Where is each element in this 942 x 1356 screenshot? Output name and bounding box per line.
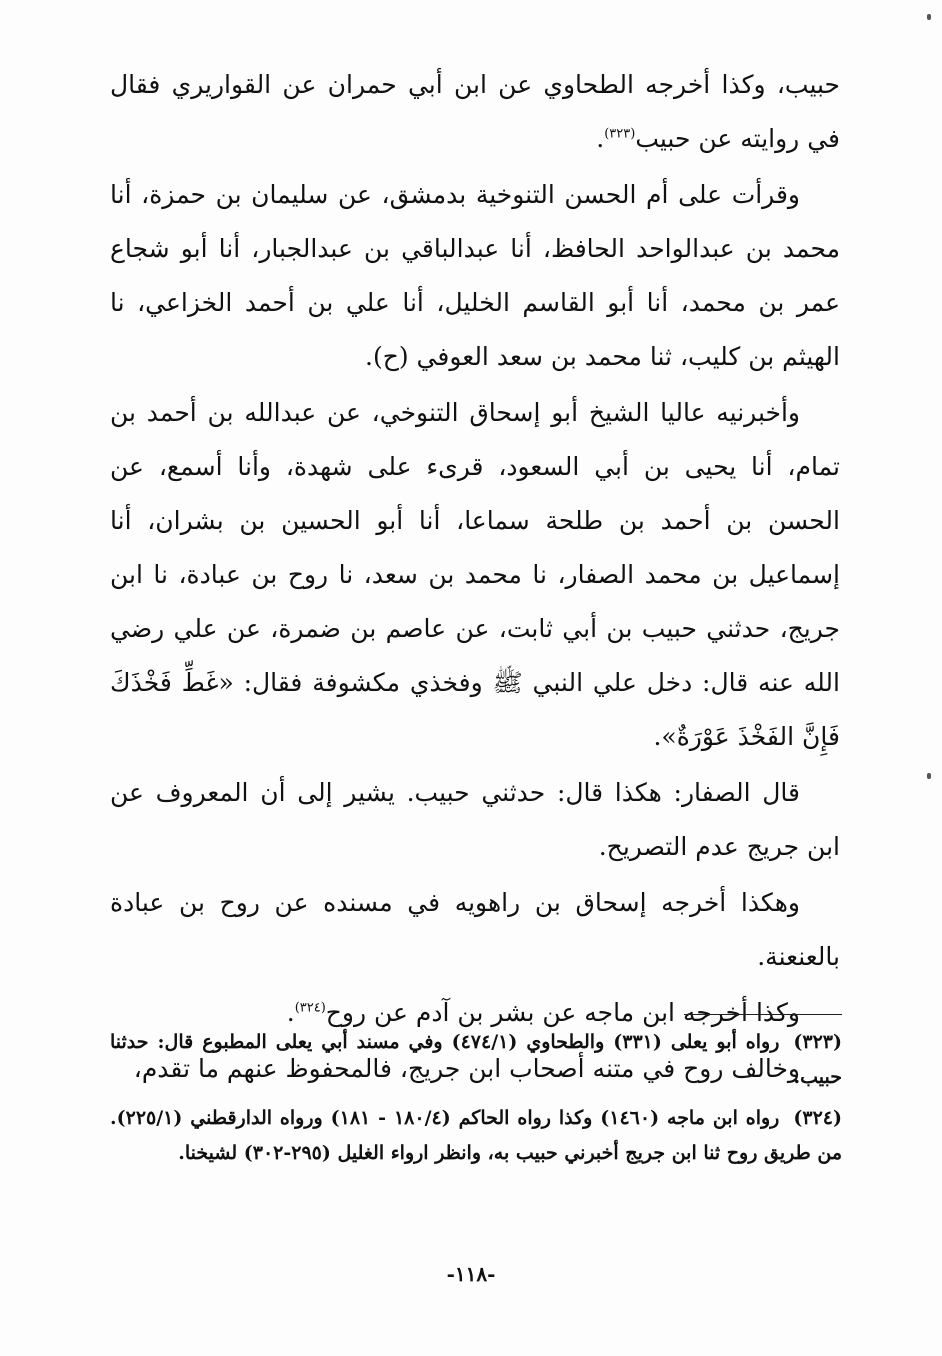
paragraph-1: [110, 58, 840, 166]
footnote-text: رواه ابن ماجه (١٤٦٠) وكذا رواه الحاكم (١٨٠/٤ - ١٨١) ورواه الدارقطني (٢٢٥/١). من طريق روح ثنا ابن جريج أخبرني حبيب به، وانظر ارواء الغليل (٢٩٥-٣٠٢) لشيخنا.: [110, 1107, 842, 1164]
footnote-323: [110, 1025, 842, 1095]
paragraph-6-text: وكذا أخرجه ابن ماجه عن بشر بن آدم عن روح: [325, 998, 800, 1027]
page-number: -١١٨-: [446, 1262, 496, 1286]
scan-speck: [927, 773, 931, 779]
paragraph-5: وهكذا أخرجه إسحاق بن راهويه في مسنده عن روح بن عبادة بالعنعنة.: [110, 888, 840, 971]
footnote-ref-323: (٣٢٣): [604, 126, 636, 142]
footnotes: [110, 1025, 842, 1177]
paragraph-1-text: حبيب، وكذا أخرجه الطحاوي عن ابن أبي حمران عن القواريري فقال في روايته عن حبيب: [110, 70, 840, 153]
footnote-text: رواه أبو يعلى (٣٣١) والطحاوي (٤٧٤/١) وفي مسند أبي يعلى المطبوع قال: حدثنا حبيب.: [110, 1031, 842, 1088]
footnote-number: (٣٢٤): [793, 1107, 842, 1129]
main-text: [110, 58, 840, 1098]
paragraph-1-end: .: [596, 124, 605, 153]
footnote-324: [110, 1101, 842, 1171]
paragraph-7: وخالف روح في متنه أصحاب ابن جريج، فالمحفوظ عنهم ما تقدم،: [133, 1054, 800, 1083]
paragraph-2: وقرأت على أم الحسن التنوخية بدمشق، عن سليمان بن حمزة، أنا محمد بن عبدالواحد الحافظ، أنا عبدالباقي بن عبدالجبار، أنا أبو شجاع عمر بن محمد، أنا أبو القاسم الخليل، أنا علي بن أحمد الخزاعي، نا الهيثم بن كليب، ثنا محمد بن سعد العوفي (ح).: [110, 180, 840, 371]
paragraph-4: قال الصفار: هكذا قال: حدثني حبيب. يشير إلى أن المعروف عن ابن جريج عدم التصريح.: [110, 778, 840, 861]
footnote-number: (٣٢٣): [793, 1031, 842, 1053]
footnote-separator: [684, 1014, 842, 1015]
paragraph-3: وأخبرنيه عاليا الشيخ أبو إسحاق التنوخي، عن عبدالله بن أحمد بن تمام، أنا يحيى بن أبي السعود، قرىء على شهدة، وأنا أسمع، عن الحسن بن أحمد بن طلحة سماعا، أنا أبو الحسين بن بشران، أنا إسماعيل بن محمد الصفار، نا محمد بن سعد، نا روح بن عبادة، نا ابن جريج، حدثني حبيب بن أبي ثابت، عن عاصم بن ضمرة، عن علي رضي الله عنه قال: دخل علي النبي ﷺ وفخذي مكشوفة فقال: «غَطِّ فَخْذَكَ فَإِنَّ الفَخْذَ عَوْرَةٌ».: [110, 398, 840, 751]
paragraph-6-end: .: [286, 998, 295, 1027]
footnote-ref-324: (٣٢٤): [294, 1000, 326, 1016]
scan-speck: [927, 14, 931, 20]
